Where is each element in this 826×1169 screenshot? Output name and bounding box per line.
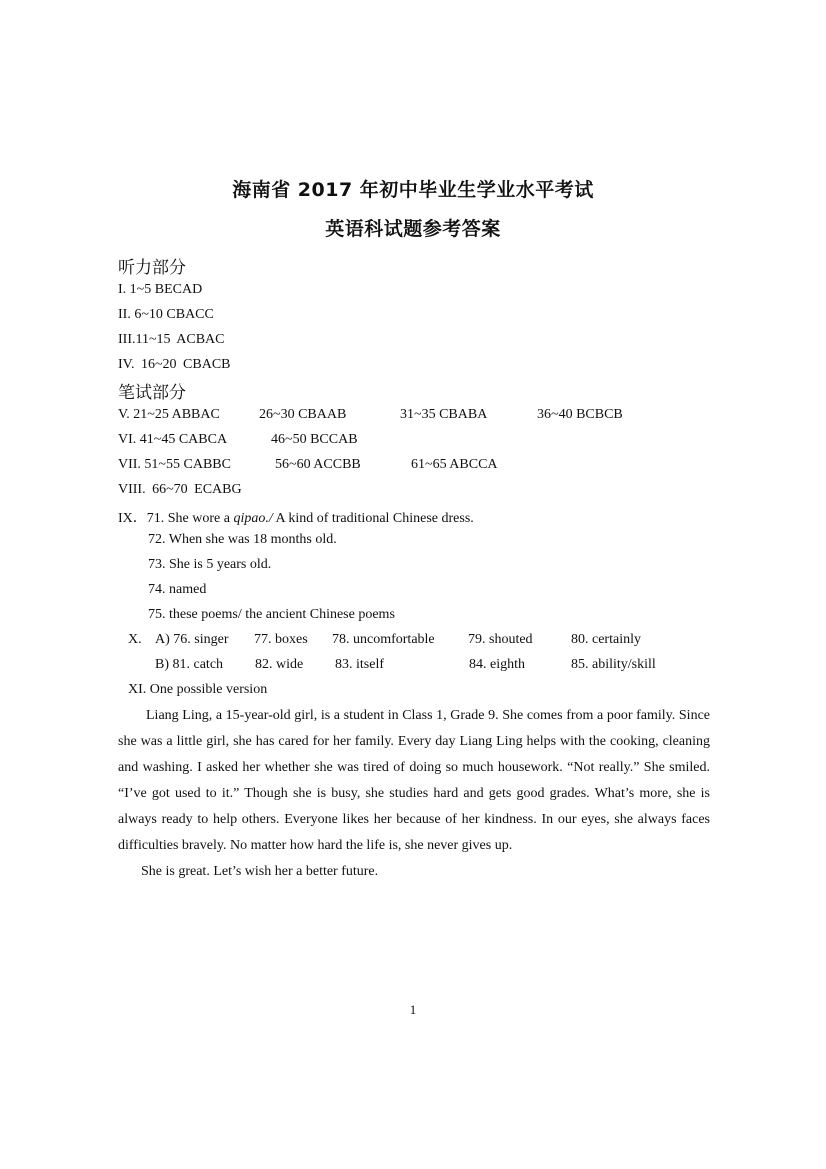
x-b-84: 84. eighth bbox=[469, 657, 525, 672]
listening-row-3: III.11~15 ACBAC bbox=[118, 332, 225, 347]
x-b-85: 85. ability/skill bbox=[571, 657, 656, 672]
vi-group-1: VI. 41~45 CABCA bbox=[118, 432, 228, 447]
x-b-81: B) 81. catch bbox=[155, 657, 224, 672]
composition-paragraph bbox=[118, 703, 710, 859]
ix-answer-72: 72. When she was 18 months old. bbox=[148, 532, 337, 547]
ix-answer-74: 74. named bbox=[148, 582, 207, 597]
section-x-b-row bbox=[155, 657, 695, 677]
writing-heading: 笔试部分 bbox=[118, 383, 186, 403]
section-ix-71 bbox=[118, 507, 474, 527]
vii-group-2: 56~60 ACCBB bbox=[275, 457, 361, 472]
ix-answer-75: 75. these poems/ the ancient Chinese poems bbox=[148, 607, 395, 622]
composition-closing: She is great. Let’s wish her a better future. bbox=[141, 864, 379, 879]
exam-title: 海南省 2017 年初中毕业生学业水平考试 bbox=[232, 179, 594, 201]
ix-71-italic: qipao./ bbox=[233, 511, 273, 526]
x-a-78: 78. uncomfortable bbox=[332, 632, 435, 647]
page-number: 1 bbox=[409, 1002, 417, 1017]
x-a-80: 80. certainly bbox=[571, 632, 641, 647]
v-group-4: 36~40 BCBCB bbox=[537, 407, 623, 422]
ix-71-rest: A kind of traditional Chinese dress. bbox=[272, 511, 474, 526]
ix-answer-73: 73. She is 5 years old. bbox=[148, 557, 272, 572]
x-b-83: 83. itself bbox=[335, 657, 384, 672]
section-xi-label: XI. One possible version bbox=[128, 682, 268, 697]
vi-group-2: 46~50 BCCAB bbox=[271, 432, 358, 447]
section-x-a-row bbox=[128, 632, 688, 652]
section-v-row bbox=[118, 407, 718, 427]
x-a-79: 79. shouted bbox=[468, 632, 533, 647]
x-label: X. bbox=[128, 632, 142, 647]
answer-key-subtitle: 英语科试题参考答案 bbox=[325, 218, 501, 240]
listening-row-4: IV. 16~20 CBACB bbox=[118, 357, 231, 372]
v-group-2: 26~30 CBAAB bbox=[259, 407, 347, 422]
composition-text: Liang Ling, a 15-year-old girl, is a student in Class 1, Grade 9. She comes from a poor family. Since she was a little girl, she has cared for her family. Every day Liang Ling helps with the cooking, cleaning and washing. I asked her whether she was tired of doing so much housework. “Not really.” She smiled. “I’ve got used to it.” Though she is busy, she studies hard and gets good grades. What’s more, she is always ready to help others. Everyone likes her because of her kindness. In our eyes, she always faces difficulties bravely. No matter how hard the life is, she never gives up. bbox=[118, 708, 710, 853]
section-viii-row: VIII. 66~70 ECABG bbox=[118, 482, 242, 497]
section-vii-row bbox=[118, 457, 718, 477]
ix-71-label: IX．71. She wore a bbox=[118, 511, 234, 526]
listening-row-2: II. 6~10 CBACC bbox=[118, 307, 214, 322]
vii-group-3: 61~65 ABCCA bbox=[411, 457, 498, 472]
section-vi-row bbox=[118, 432, 718, 452]
listening-heading: 听力部分 bbox=[118, 258, 186, 278]
x-a-77: 77. boxes bbox=[254, 632, 308, 647]
v-group-3: 31~35 CBABA bbox=[400, 407, 488, 422]
x-a-76: A) 76. singer bbox=[155, 632, 229, 647]
listening-row-1: I. 1~5 BECAD bbox=[118, 282, 203, 297]
x-b-82: 82. wide bbox=[255, 657, 304, 672]
vii-group-1: VII. 51~55 CABBC bbox=[118, 457, 231, 472]
v-group-1: V. 21~25 ABBAC bbox=[118, 407, 220, 422]
